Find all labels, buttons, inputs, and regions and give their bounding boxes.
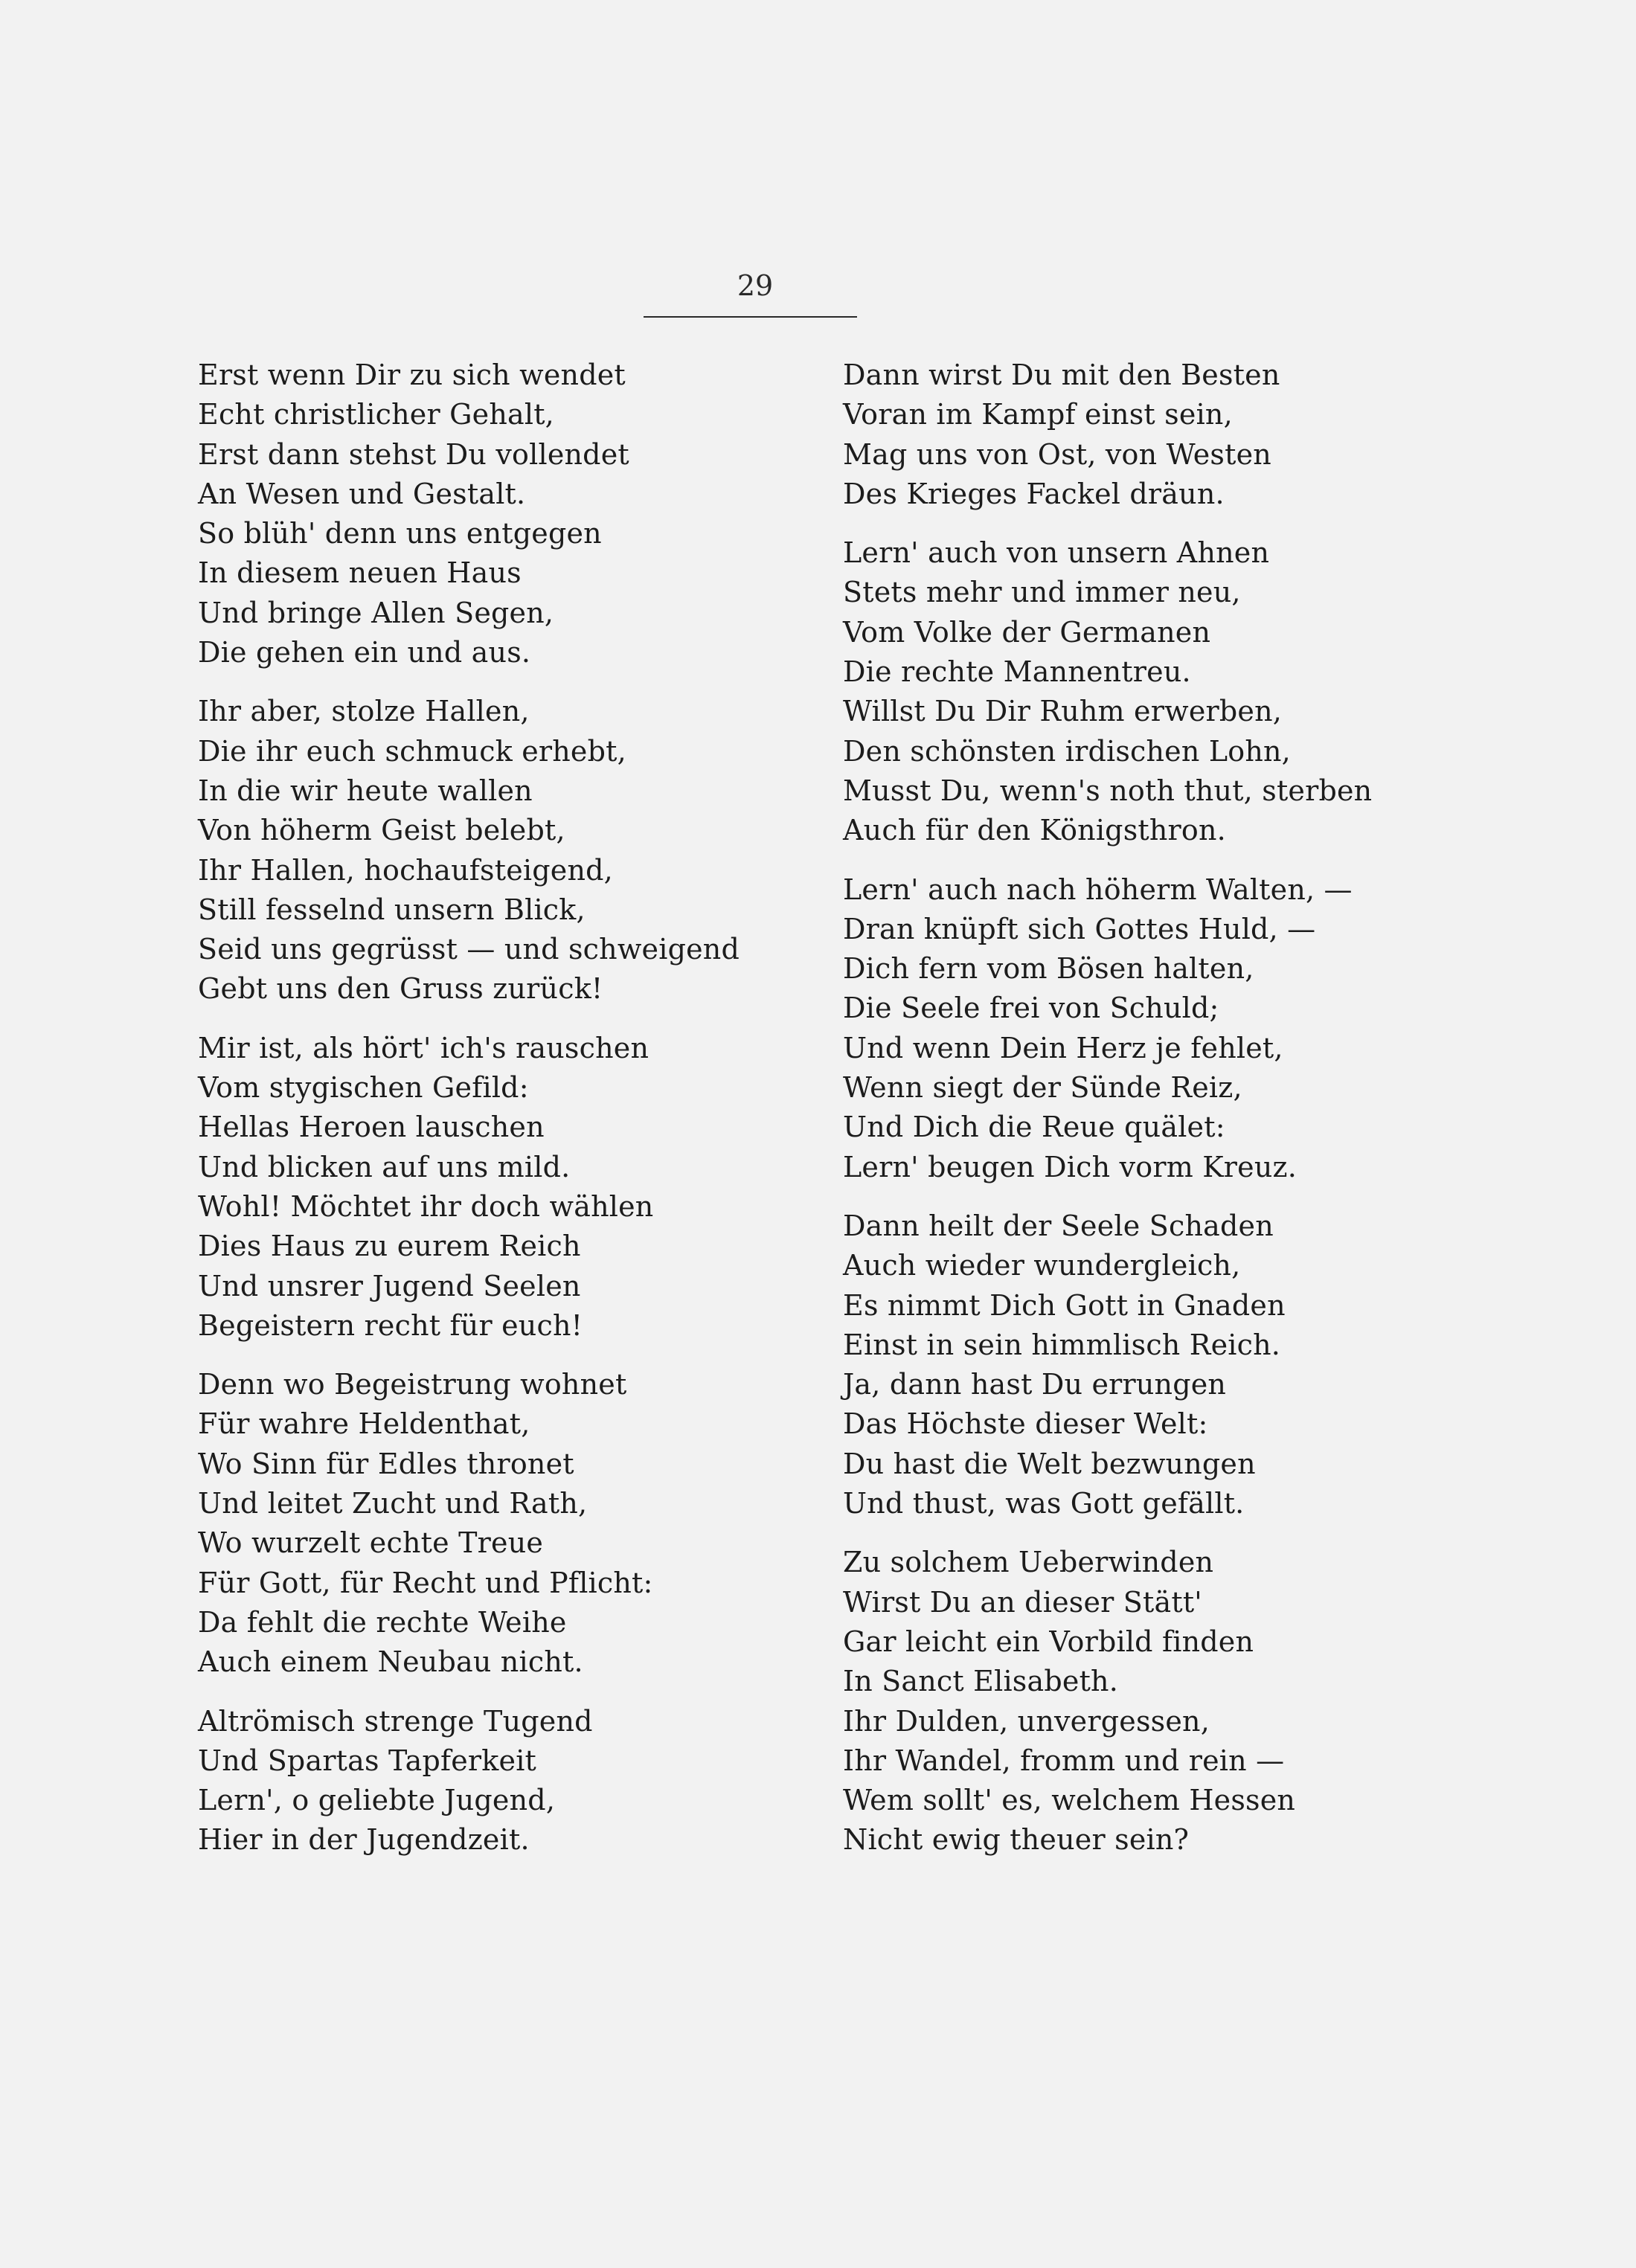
verse-line: An Wesen und Gestalt. bbox=[198, 477, 526, 510]
verse-line: Ihr Dulden, unvergessen, bbox=[843, 1704, 1210, 1738]
verse-line: Erst dann stehst Du vollendet bbox=[198, 437, 629, 471]
verse-line: Still fesselnd unsern Blick, bbox=[198, 893, 586, 926]
verse-line: Dran knüpft sich Gottes Huld, — bbox=[843, 912, 1316, 945]
verse-line: Du hast die Welt bezwungen bbox=[843, 1447, 1256, 1480]
verse-line: Die ihr euch schmuck erhebt, bbox=[198, 734, 626, 768]
stanza bbox=[198, 1365, 740, 1682]
verse-line: Wirst Du an dieser Stätt' bbox=[843, 1585, 1202, 1619]
verse-line: Erst wenn Dir zu sich wendet bbox=[198, 359, 626, 391]
verse-line: Stets mehr und immer neu, bbox=[843, 576, 1241, 609]
verse-line: Mir ist, als hört' ich's rauschen bbox=[198, 1031, 649, 1064]
verse-line: Dann wirst Du mit den Besten bbox=[843, 359, 1280, 391]
verse-line: Und blicken auf uns mild. bbox=[198, 1150, 571, 1183]
verse-line: Ihr Hallen, hochaufsteigend, bbox=[198, 853, 613, 887]
verse-line: Dann heilt der Seele Schaden bbox=[843, 1209, 1274, 1242]
verse-line: Dies Haus zu eurem Reich bbox=[198, 1230, 581, 1263]
verse-line: Es nimmt Dich Gott in Gnaden bbox=[843, 1288, 1286, 1322]
verse-line: Hellas Heroen lauschen bbox=[198, 1111, 545, 1144]
verse-line: Wo wurzelt echte Treue bbox=[198, 1526, 544, 1560]
verse-line: In Sanct Elisabeth. bbox=[843, 1665, 1118, 1698]
stanza bbox=[843, 1543, 1372, 1860]
verse-line: In die wir heute wallen bbox=[198, 774, 533, 807]
verse-line: Wo Sinn für Edles thronet bbox=[198, 1447, 574, 1480]
verse-line: Musst Du, wenn's noth thut, sterben bbox=[843, 774, 1373, 807]
verse-line: Den schönsten irdischen Lohn, bbox=[843, 734, 1291, 768]
verse-line: Gar leicht ein Vorbild finden bbox=[843, 1625, 1254, 1658]
verse-line: Und unsrer Jugend Seelen bbox=[198, 1269, 581, 1302]
verse-line: Von höherm Geist belebt, bbox=[198, 814, 565, 847]
verse-line: Ihr Wandel, fromm und rein — bbox=[843, 1744, 1285, 1777]
stanza bbox=[843, 533, 1372, 850]
page-number: 29 bbox=[737, 269, 774, 302]
verse-line: So blüh' denn uns entgegen bbox=[198, 517, 602, 550]
stanza bbox=[198, 1702, 740, 1860]
verse-line: Mag uns von Ost, von Westen bbox=[843, 437, 1271, 471]
header-rule bbox=[644, 316, 857, 318]
verse-line: Und leitet Zucht und Rath, bbox=[198, 1487, 588, 1520]
verse-line: Und thust, was Gott gefällt. bbox=[843, 1487, 1245, 1520]
verse-line: Begeistern recht für euch! bbox=[198, 1308, 583, 1342]
verse-line: Und wenn Dein Herz je fehlet, bbox=[843, 1031, 1283, 1064]
verse-line: Echt christlicher Gehalt, bbox=[198, 398, 554, 431]
verse-line: Altrömisch strenge Tugend bbox=[198, 1704, 593, 1738]
verse-line: Seid uns gegrüsst — und schweigend bbox=[198, 933, 740, 966]
verse-line: Lern', o geliebte Jugend, bbox=[198, 1784, 556, 1817]
verse-line: Lern' beugen Dich vorm Kreuz. bbox=[843, 1150, 1297, 1183]
verse-line: Und bringe Allen Segen, bbox=[198, 596, 554, 629]
verse-line: Das Höchste dieser Welt: bbox=[843, 1407, 1208, 1441]
verse-line: Auch wieder wundergleich, bbox=[843, 1249, 1241, 1282]
verse-line: Die Seele frei von Schuld; bbox=[843, 992, 1219, 1025]
verse-line: Zu solchem Ueberwinden bbox=[843, 1546, 1214, 1579]
verse-line: Für Gott, für Recht und Pflicht: bbox=[198, 1566, 653, 1599]
verse-line: Lern' auch nach höherm Walten, — bbox=[843, 873, 1353, 906]
verse-line: Willst Du Dir Ruhm erwerben, bbox=[843, 695, 1283, 728]
verse-line: Wenn siegt der Sünde Reiz, bbox=[843, 1071, 1242, 1105]
verse-line: Wem sollt' es, welchem Hessen bbox=[843, 1784, 1296, 1817]
stanza bbox=[198, 1029, 740, 1346]
stanza bbox=[843, 870, 1372, 1187]
verse-line: Die rechte Mannentreu. bbox=[843, 655, 1191, 689]
verse-line: Ihr aber, stolze Hallen, bbox=[198, 695, 530, 728]
verse-line: Vom Volke der Germanen bbox=[843, 615, 1211, 649]
verse-line: Und Dich die Reue quälet: bbox=[843, 1111, 1225, 1144]
stanza bbox=[843, 356, 1372, 514]
verse-line: Dich fern vom Bösen halten, bbox=[843, 952, 1254, 986]
verse-line: Und Spartas Tapferkeit bbox=[198, 1744, 537, 1777]
verse-line: Auch für den Königsthron. bbox=[843, 814, 1226, 847]
verse-line: Voran im Kampf einst sein, bbox=[843, 398, 1233, 431]
poem-column-left bbox=[198, 356, 740, 1880]
stanza bbox=[198, 356, 740, 672]
verse-line: In diesem neuen Haus bbox=[198, 556, 522, 590]
verse-line: Nicht ewig theuer sein? bbox=[843, 1823, 1190, 1857]
verse-line: Wohl! Möchtet ihr doch wählen bbox=[198, 1189, 654, 1223]
verse-line: Ja, dann hast Du errungen bbox=[843, 1368, 1227, 1401]
verse-line: Vom stygischen Gefild: bbox=[198, 1071, 529, 1105]
verse-line: Für wahre Heldenthat, bbox=[198, 1407, 530, 1441]
stanza bbox=[843, 1207, 1372, 1523]
verse-line: Auch einem Neubau nicht. bbox=[198, 1645, 583, 1679]
verse-line: Die gehen ein und aus. bbox=[198, 636, 531, 669]
verse-line: Da fehlt die rechte Weihe bbox=[198, 1605, 567, 1639]
poem-column-right bbox=[843, 356, 1372, 1880]
verse-line: Lern' auch von unsern Ahnen bbox=[843, 536, 1270, 570]
verse-line: Denn wo Begeistrung wohnet bbox=[198, 1368, 627, 1401]
verse-line: Hier in der Jugendzeit. bbox=[198, 1823, 530, 1857]
verse-line: Gebt uns den Gruss zurück! bbox=[198, 972, 603, 1006]
verse-line: Einst in sein himmlisch Reich. bbox=[843, 1328, 1281, 1361]
stanza bbox=[198, 692, 740, 1009]
verse-line: Des Krieges Fackel dräun. bbox=[843, 477, 1225, 510]
